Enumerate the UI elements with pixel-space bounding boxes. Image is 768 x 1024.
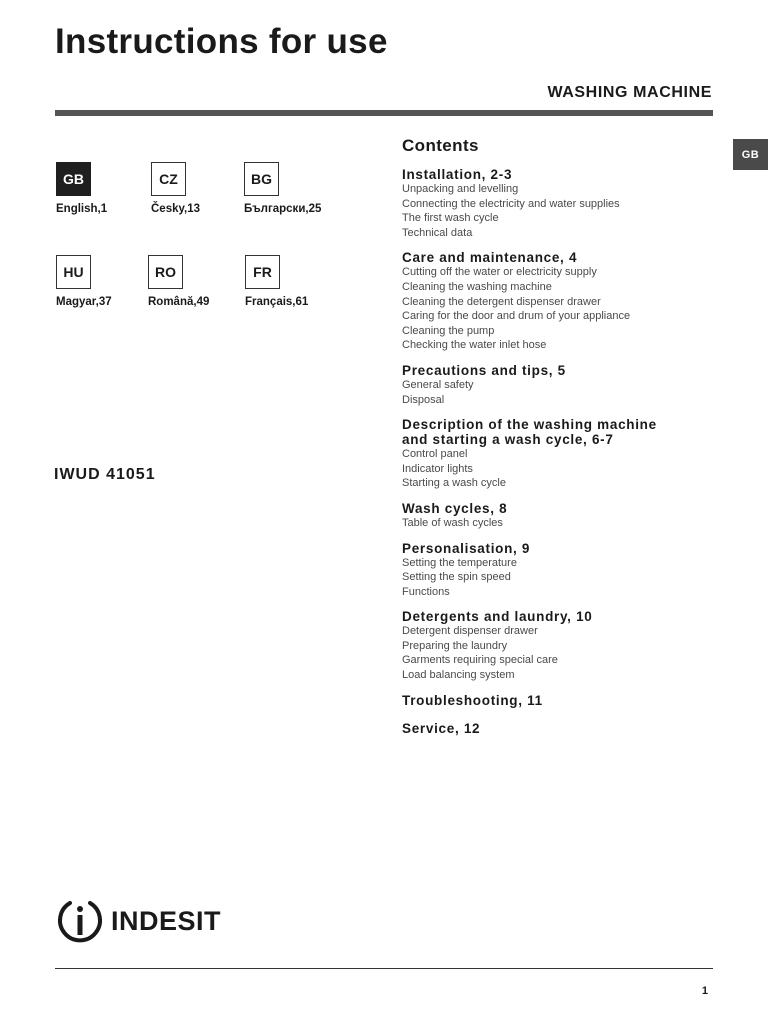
toc-item[interactable]: Cutting off the water or electricity supply <box>402 266 597 279</box>
toc-section-precautions <box>402 363 702 407</box>
language-label: Română,49 <box>148 296 210 308</box>
table-of-contents <box>402 136 702 746</box>
toc-section-description <box>402 417 702 491</box>
toc-section-care <box>402 250 702 353</box>
toc-section-title[interactable]: Installation, 2-3 <box>402 167 513 182</box>
language-fr[interactable] <box>245 255 340 308</box>
toc-section-troubleshooting <box>402 693 702 708</box>
contents-heading: Contents <box>402 136 479 155</box>
toc-item[interactable]: Unpacking and levelling <box>402 183 519 195</box>
toc-item[interactable]: Control panel <box>402 448 468 461</box>
language-cz[interactable] <box>151 162 246 215</box>
language-gb[interactable] <box>56 162 151 215</box>
language-hu[interactable] <box>56 255 151 308</box>
page-number: 1 <box>701 985 708 997</box>
toc-item[interactable]: Garments requiring special care <box>402 654 558 667</box>
toc-section-title[interactable]: Personalisation, 9 <box>402 540 531 556</box>
toc-item[interactable]: The first wash cycle <box>402 212 499 225</box>
toc-item[interactable]: Cleaning the detergent dispenser drawer <box>402 295 601 308</box>
toc-item[interactable]: Setting the temperature <box>402 556 517 569</box>
toc-section-title[interactable]: Troubleshooting, 11 <box>402 692 543 708</box>
toc-section-installation <box>402 167 702 240</box>
toc-section-service <box>402 721 702 736</box>
toc-item[interactable]: Checking the water inlet hose <box>402 339 547 352</box>
toc-item[interactable]: Load balancing system <box>402 669 515 682</box>
toc-item[interactable]: Setting the spin speed <box>402 571 511 584</box>
toc-item[interactable]: Connecting the electricity and water supplies <box>402 197 620 210</box>
language-label: Česky,13 <box>151 203 201 215</box>
language-label: English,1 <box>56 203 108 215</box>
toc-section-title[interactable]: Service, 12 <box>402 720 481 736</box>
language-label: Български,25 <box>244 203 322 215</box>
language-code-box[interactable]: FR <box>245 255 280 289</box>
toc-section-wash-cycles <box>402 501 702 531</box>
language-label: Magyar,37 <box>56 296 112 308</box>
toc-section-title[interactable]: Description of the washing machine <box>402 417 657 433</box>
toc-section-title-continued[interactable]: and starting a wash cycle, 6-7 <box>402 432 614 448</box>
toc-item[interactable]: Functions <box>402 585 450 598</box>
toc-item[interactable]: Detergent dispenser drawer <box>402 625 538 638</box>
toc-item[interactable]: Disposal <box>402 393 445 406</box>
toc-item[interactable]: General safety <box>402 378 474 391</box>
brand-name: INDESIT <box>111 905 222 936</box>
language-code-box[interactable]: CZ <box>151 162 186 196</box>
language-label: Français,61 <box>245 296 309 308</box>
toc-item[interactable]: Starting a wash cycle <box>402 477 506 490</box>
page-title: Instructions for use <box>55 22 388 61</box>
language-ro[interactable] <box>148 255 243 308</box>
language-code-box[interactable]: GB <box>56 162 91 196</box>
language-code-box[interactable]: RO <box>148 255 183 289</box>
language-side-tab[interactable]: GB <box>733 139 768 170</box>
toc-section-title[interactable]: Detergents and laundry, 10 <box>402 609 593 625</box>
indesit-logo-icon <box>54 897 106 945</box>
toc-item[interactable]: Cleaning the pump <box>402 324 495 337</box>
toc-section-title[interactable]: Precautions and tips, 5 <box>402 362 566 378</box>
language-bg[interactable] <box>244 162 339 215</box>
toc-item[interactable]: Cleaning the washing machine <box>402 280 552 293</box>
toc-section-title[interactable]: Care and maintenance, 4 <box>402 250 578 266</box>
model-number: IWUD 41051 <box>54 466 156 483</box>
toc-item[interactable]: Technical data <box>402 226 473 239</box>
brand-logo <box>54 897 221 945</box>
language-code-box[interactable]: HU <box>56 255 91 289</box>
toc-item[interactable]: Caring for the door and drum of your appliance <box>402 310 631 323</box>
toc-item[interactable]: Indicator lights <box>402 462 473 475</box>
toc-item[interactable]: Table of wash cycles <box>402 516 503 529</box>
toc-section-personalisation <box>402 541 702 600</box>
toc-section-title[interactable]: Wash cycles, 8 <box>402 500 508 516</box>
toc-section-detergents <box>402 609 702 682</box>
header-rule <box>55 110 713 116</box>
toc-item[interactable]: Preparing the laundry <box>402 639 508 652</box>
product-type: WASHING MACHINE <box>547 84 712 101</box>
language-code-box[interactable]: BG <box>244 162 279 196</box>
footer-rule <box>55 968 713 969</box>
